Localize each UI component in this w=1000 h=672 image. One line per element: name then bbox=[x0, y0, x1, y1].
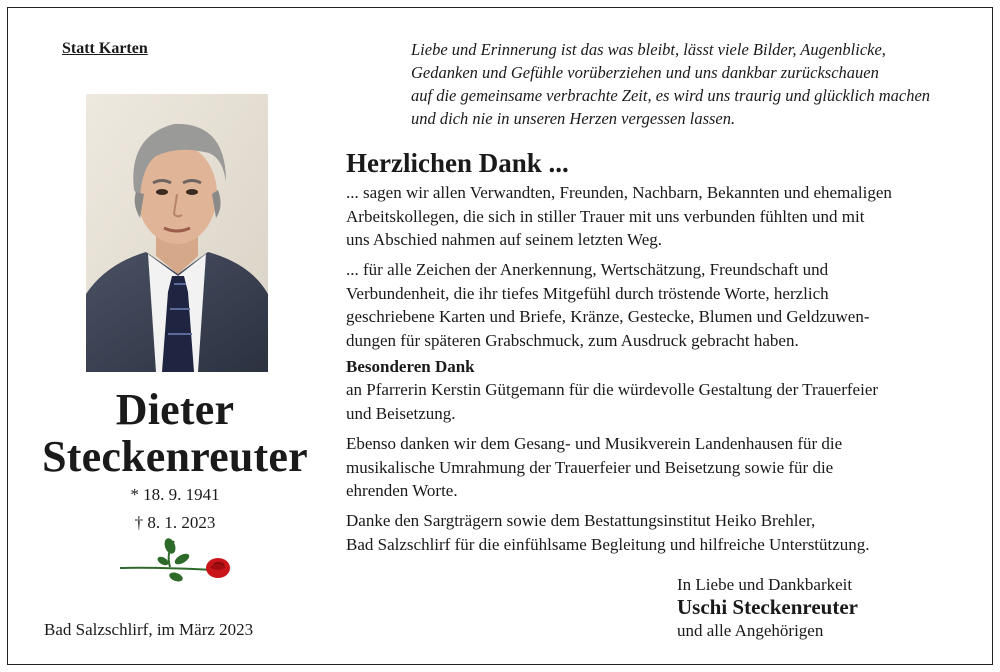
signature-name: Uschi Steckenreuter bbox=[677, 595, 858, 619]
birth-date: * 18. 9. 1941 bbox=[130, 485, 220, 504]
quote-line: Gedanken und Gefühle vorüberziehen und uns dankbar zurückschauen bbox=[411, 63, 879, 82]
text-line: Danke den Sargträgern sowie dem Bestattungsinstitut Heiko Brehler, bbox=[346, 511, 816, 530]
quote-line: und dich nie in unseren Herzen vergessen lassen. bbox=[411, 109, 736, 128]
text-line: uns Abschied nahmen auf seinem letzten Weg. bbox=[346, 230, 663, 249]
quote-line: auf die gemeinsame verbrachte Zeit, es wird uns traurig und glücklich machen bbox=[411, 86, 931, 105]
text-line: ehrenden Worte. bbox=[346, 481, 458, 500]
portrait-photo bbox=[86, 94, 268, 372]
special-thanks-heading: Besonderen Dank bbox=[346, 357, 475, 376]
signature-greeting: In Liebe und Dankbarkeit bbox=[677, 575, 853, 594]
text-line: ... sagen wir allen Verwandten, Freunden, Nachbarn, Bekannten und ehemaligen bbox=[346, 183, 892, 202]
memorial-quote bbox=[411, 38, 981, 130]
paragraph-sympathy bbox=[346, 258, 966, 352]
text-line: musikalische Umrahmung der Trauerfeier und Beisetzung sowie für die bbox=[346, 457, 834, 477]
text-line: an Pfarrerin Kerstin Gütgemann für die würdevolle Gestaltung der Trauerfeier bbox=[346, 380, 879, 399]
signature-relatives: und alle Angehörigen bbox=[677, 621, 824, 640]
text-line: ... für alle Zeichen der Anerkennung, Wertschätzung, Freundschaft und bbox=[346, 260, 829, 279]
paragraph-music-club bbox=[346, 432, 966, 503]
text-line: Verbundenheit, die ihr tiefes Mitgefühl durch tröstende Worte, herzlich bbox=[346, 283, 829, 303]
paragraph-pallbearers bbox=[346, 509, 966, 556]
deceased-last-name: Steckenreuter bbox=[42, 432, 308, 481]
text-line: Arbeitskollegen, die sich in stiller Trauer mit uns verbunden fühlten und mit bbox=[346, 206, 865, 226]
text-line: Ebenso danken wir dem Gesang- und Musikverein Landenhausen für die bbox=[346, 434, 843, 453]
quote-line: Liebe und Erinnerung ist das was bleibt, lässt viele Bilder, Augenblicke, bbox=[411, 40, 886, 59]
text-line: geschriebene Karten und Briefe, Kränze, Gestecke, Blumen und Geldzuwen- bbox=[346, 307, 870, 326]
paragraph-relatives bbox=[346, 181, 966, 252]
place-date: Bad Salzschlirf, im März 2023 bbox=[44, 620, 254, 639]
statt-karten-label: Statt Karten bbox=[62, 40, 148, 57]
thanks-heading: Herzlichen Dank ... bbox=[346, 148, 569, 178]
deceased-first-name: Dieter bbox=[115, 385, 235, 434]
text-line: Bad Salzschlirf für die einfühlsame Begleitung und hilfreiche Unterstützung. bbox=[346, 534, 870, 554]
portrait-illustration bbox=[86, 94, 268, 372]
text-line: und Beisetzung. bbox=[346, 403, 456, 423]
paragraph-pastor bbox=[346, 378, 966, 425]
death-date: † 8. 1. 2023 bbox=[134, 513, 216, 532]
text-line: dungen für späteren Grabschmuck, zum Ausdruck gebracht haben. bbox=[346, 330, 799, 350]
red-rose-icon bbox=[118, 537, 234, 583]
